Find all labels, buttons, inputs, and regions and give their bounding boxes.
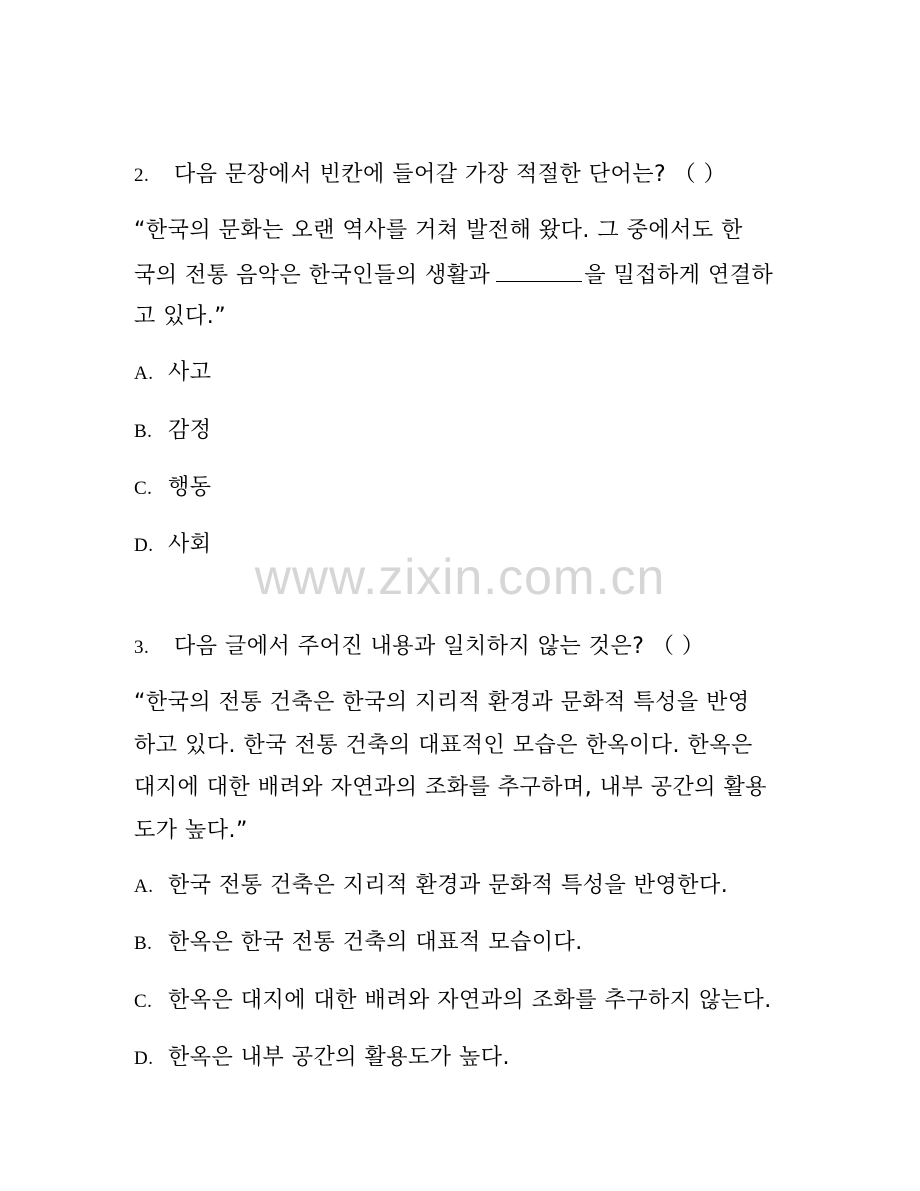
question-2-prompt xyxy=(134,160,726,191)
option-b xyxy=(134,416,212,447)
passage-line: 고 있다.” xyxy=(134,304,227,329)
passage-text: 을 밀접하게 연결하 xyxy=(584,263,774,288)
question-number: 3. xyxy=(134,637,150,658)
passage-line: “한국의 전통 건축은 한국의 지리적 환경과 문화적 특성을 반영 xyxy=(134,690,750,715)
option-c xyxy=(134,473,212,504)
passage-line: 하고 있다. 한국 전통 건축의 대표적인 모습은 한옥이다. 한옥은 xyxy=(134,733,753,758)
option-text: 한옥은 내부 공간의 활용도가 높다. xyxy=(168,1045,510,1070)
watermark: www.zixin.com.cn xyxy=(254,549,666,605)
passage-text: 국의 전통 음악은 한국인들의 생활과 xyxy=(134,263,491,288)
option-letter: C. xyxy=(134,478,153,499)
option-letter: D. xyxy=(134,1048,154,1069)
question-text: 다음 문장에서 빈칸에 들어갈 가장 적절한 단어는? （ ） xyxy=(174,162,727,187)
fill-in-blank xyxy=(496,259,582,282)
question-number: 2. xyxy=(134,165,150,186)
option-letter: B. xyxy=(134,421,153,442)
option-text: 감정 xyxy=(168,418,212,443)
option-letter: A. xyxy=(134,876,154,897)
option-letter: B. xyxy=(134,933,153,954)
option-letter: C. xyxy=(134,991,153,1012)
option-letter: A. xyxy=(134,363,154,384)
option-text: 사고 xyxy=(168,360,212,385)
passage-line xyxy=(134,259,773,291)
option-a xyxy=(134,871,728,902)
passage-line: 도가 높다.” xyxy=(134,818,248,843)
question-3-prompt xyxy=(134,632,704,663)
option-letter: D. xyxy=(134,535,154,556)
option-b xyxy=(134,928,583,959)
option-text: 한국 전통 건축은 지리적 환경과 문화적 특성을 반영한다. xyxy=(168,873,729,898)
option-a xyxy=(134,358,212,389)
passage-line: 대지에 대한 배려와 자연과의 조화를 추구하며, 내부 공간의 활용 xyxy=(134,775,767,800)
option-text: 행동 xyxy=(168,475,212,500)
option-d xyxy=(134,1043,510,1074)
question-text: 다음 글에서 주어진 내용과 일치하지 않는 것은? （ ） xyxy=(174,634,705,659)
option-text: 사회 xyxy=(168,532,212,557)
option-text: 한옥은 한국 전통 건축의 대표적 모습이다. xyxy=(168,930,583,955)
passage-line: “한국의 문화는 오랜 역사를 거쳐 발전해 왔다. 그 중에서도 한 xyxy=(134,218,743,243)
option-text: 한옥은 대지에 대한 배려와 자연과의 조화를 추구하지 않는다. xyxy=(168,988,772,1013)
option-c xyxy=(134,986,772,1017)
